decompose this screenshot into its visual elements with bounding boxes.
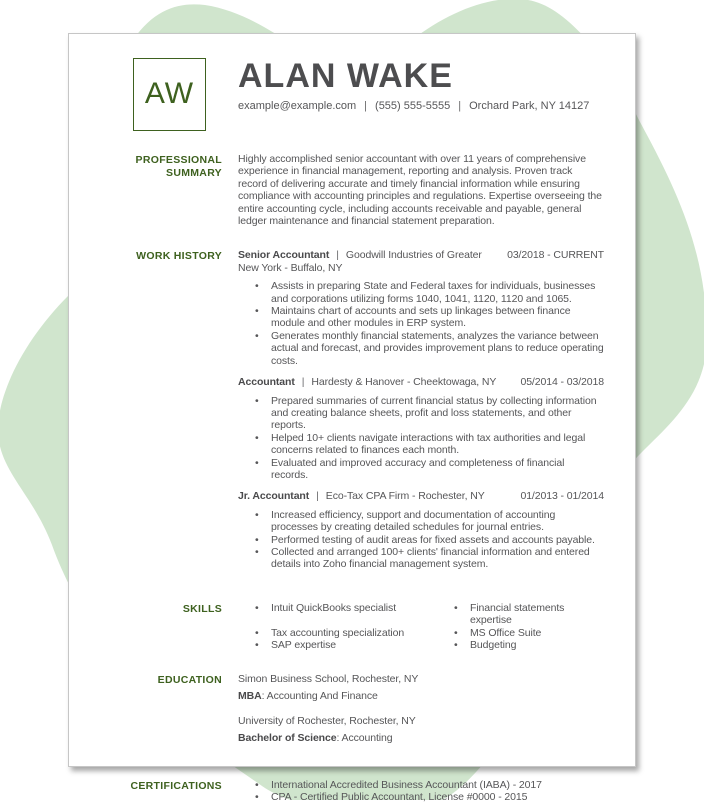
job-company: Goodwill Industries of Greater New York - Buffalo, NY: [238, 249, 482, 274]
job-title: Accountant: [238, 376, 295, 389]
education-entry: [238, 715, 604, 744]
job-title-company: [238, 376, 520, 388]
job-entry: [238, 249, 604, 367]
job-company: Hardesty & Hanover - Cheektowaga, NY: [311, 376, 497, 389]
work-history-content: [238, 249, 604, 579]
education-degree-detail: : Accounting And Finance: [261, 689, 378, 702]
education-degree-line: [238, 690, 604, 702]
section-label-summary: PROFESSIONAL SUMMARY: [135, 154, 222, 179]
job-heading: [238, 490, 604, 502]
job-dates: 05/2014 - 03/2018: [520, 376, 604, 389]
job-heading: [238, 249, 604, 274]
monogram-badge: [133, 58, 206, 131]
job-heading: [238, 376, 604, 388]
job-title: Jr. Accountant: [238, 490, 310, 503]
education-degree-detail: : Accounting: [336, 731, 393, 744]
section-label-work-history: WORK HISTORY: [136, 250, 222, 263]
skill-item: • Financial statements expertise: [437, 602, 604, 627]
job-bullet: • Collected and arranged 100+ clients' financial information and entered details into Zoho financial management system.: [238, 546, 604, 571]
job-bullet: • Maintains chart of accounts and sets up linkages between finance module and other modules in ERP system.: [238, 305, 604, 330]
section-label-skills: SKILLS: [182, 602, 222, 615]
job-separator: |: [336, 249, 339, 262]
certification-item: • CPA - Certified Public Accountant, License #0000 - 2015: [238, 791, 604, 803]
section-label-certifications: CERTIFICATIONS: [130, 780, 222, 793]
job-bullet-list: [238, 509, 604, 571]
section-certifications: [126, 779, 604, 804]
job-bullet: • Helped 10+ clients navigate interactions with tax authorities and legal concerns related to finances each month.: [238, 432, 604, 457]
section-skills: [126, 602, 604, 652]
monogram-initials: AW: [144, 77, 195, 111]
job-bullet: • Performed testing of audit areas for fixed assets and accounts payable.: [238, 534, 604, 546]
skill-item: • Intuit QuickBooks specialist: [238, 602, 437, 627]
job-title-company: [238, 490, 520, 502]
skill-item: • MS Office Suite: [437, 627, 604, 639]
contact-phone: (555) 555-5555: [375, 100, 451, 112]
education-content: [238, 673, 604, 757]
education-school: University of Rochester, Rochester, NY: [238, 715, 416, 728]
job-bullet: • Prepared summaries of current financial status by collecting information and creating balance sheets, profit and loss statements, and other reports.: [238, 395, 604, 432]
contact-separator: |: [364, 100, 368, 112]
job-bullet: • Evaluated and improved accuracy and completeness of financial records.: [238, 457, 604, 482]
skills-list: [238, 602, 604, 652]
section-label-education: EDUCATION: [157, 674, 222, 687]
skill-item: • SAP expertise: [238, 639, 437, 651]
certifications-list: [238, 779, 604, 804]
job-title-company: [238, 249, 507, 274]
skill-item: • Budgeting: [437, 639, 604, 651]
job-bullet: • Generates monthly financial statements, analyzes the variance between actual and forecast, and provides improvement plans to reduce operating costs.: [238, 330, 604, 367]
contact-line: [238, 100, 604, 112]
resume-header: [126, 58, 604, 131]
resume-card: [68, 33, 636, 804]
header-text-block: [238, 58, 604, 131]
job-separator: |: [316, 490, 319, 503]
job-entry: [238, 490, 604, 570]
summary-text: Highly accomplished senior accountant with over 11 years of comprehensive experience in financial management, reporting and analysis. Proven track record of delivering accurate and timely financial information while ensuring compliance with accounting principles and regulations. Expertise overseeing the entire accounting cycle, including accounts receivable and payable, general ledger maintenance and financial statement preparation.: [238, 153, 602, 228]
education-degree: Bachelor of Science: [238, 731, 337, 744]
section-work-history: [126, 249, 604, 579]
section-education: [126, 673, 604, 757]
education-school: Simon Business School, Rochester, NY: [238, 673, 419, 686]
contact-email: example@example.com: [238, 100, 357, 112]
skill-item: • Tax accounting specialization: [238, 627, 437, 639]
job-bullet-list: [238, 395, 604, 482]
contact-separator: |: [458, 100, 462, 112]
certification-item: • International Accredited Business Accountant (IABA) - 2017: [238, 779, 604, 791]
education-degree-line: [238, 732, 604, 744]
job-company: Eco-Tax CPA Firm - Rochester, NY: [325, 490, 485, 503]
resume-name: ALAN WAKE: [238, 57, 453, 95]
job-bullet: • Increased efficiency, support and documentation of accounting processes by creating detailed schedules for journal entries.: [238, 509, 604, 534]
job-separator: |: [301, 376, 305, 389]
job-dates: 03/2018 - CURRENT: [507, 249, 604, 262]
job-entry: [238, 376, 604, 481]
job-bullet: • Assists in preparing State and Federal taxes for individuals, businesses and corporations utilizing forms 1040, 1041, 1120, 1120 and 1065.: [238, 280, 604, 305]
contact-location: Orchard Park, NY 14127: [469, 100, 590, 112]
job-bullet-list: [238, 280, 604, 367]
education-entry: [238, 673, 604, 702]
education-degree: MBA: [238, 689, 262, 702]
job-dates: 01/2013 - 01/2014: [520, 490, 604, 503]
section-summary: [126, 153, 604, 227]
job-title: Senior Accountant: [238, 249, 330, 262]
